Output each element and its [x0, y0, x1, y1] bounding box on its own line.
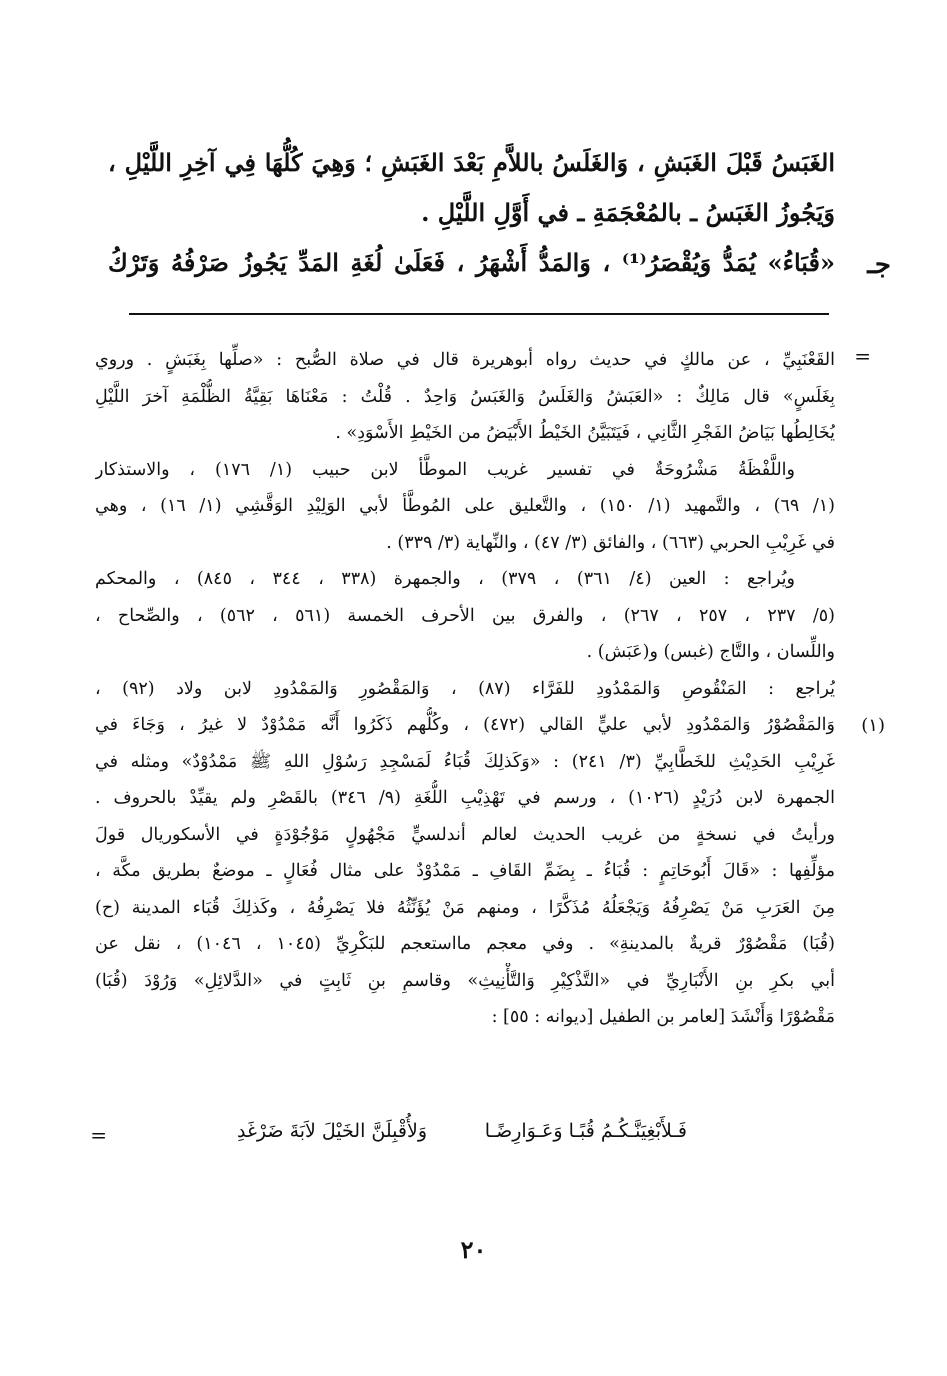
footnote-line: ورأيتُ في نسخةٍ من غريب الحديث لعالم أندلسيٍّ مَجْهُولٍ مَوْجُوْدَةٍ في الأسكوريال قولَ — [95, 824, 835, 845]
footnotes — [95, 342, 835, 1036]
footnote-line: غَرِيْبِ الحَدِيْثِ للخَطَّابِيِّ (٣/ ٢٤١) : «وَكَذلِكَ قُبَاءُ لَمَسْجِدِ رَسُوْلِ اللهِ ﷺ مَمْدُوْدٌ» ومثله في — [95, 751, 835, 772]
continuation-marker: = — [854, 344, 871, 368]
note-line: ويُراجع : العين (٤/ ٣٦١) ، ٣٧٩) ، والجمهرة (٣٣٨ ، ٣٤٤ ، ٨٤٥) ، والمحكم — [95, 569, 795, 589]
main-text — [108, 138, 835, 288]
footnote-number: (١) — [861, 715, 885, 736]
footnote-line: أبي بكرِ بنِ الأَنْبَارِيِّ في «التَّذْكِيْرِ وَالتَّأْنِيثِ» وقاسمِ بنِ ثَابِتٍ في «الدَّلائِلِ» وَرُوْدَ (قُبَا) — [95, 970, 835, 991]
footnote-line: مِنَ العَرَبِ مَنْ يَصْرِفُهُ وَيَجْعَلُهُ مُذَكَّرًا ، ومنهم مَنْ يُؤَنِّثُهُ فلا يَصْرِفُهُ ، وكَذلِكَ قُبَاء المدينة (ح) — [95, 897, 835, 918]
note-line: بِغَلَسٍ» قال مَالِكٌ : «العَبَشُ وَالغَلَسُ وَالغَبَسُ وَاحِدٌ . قُلْتُ : مَعْنَاهَا بَقِيَّةُ الظُّلْمَةِ آخرَ اللَّيْلِ — [95, 386, 835, 407]
footnote-line: الجمهرة لابن دُرَيْدٍ (١٠٢٦) ، ورسم في تَهْذِيْبِ اللُّغَةِ (٩/ ٣٤٦) بالقَصْرِ ولم يقيِّدْ بالحروف . — [95, 788, 835, 808]
continuation-marker-end: = — [90, 1123, 107, 1147]
note-line: في غَرِيْبِ الحربي (٦٦٣) ، والفائق (٣/ ٤٧) ، والنِّهاية (٣/ ٣٣٩) . — [386, 532, 835, 553]
main-line: وَيَجُوزُ الغَبَسُ ـ بالمُعْجَمَةِ ـ في أَوَّلِ اللَّيْلِ . — [421, 198, 835, 227]
page-number: ٢٠ — [460, 1235, 487, 1264]
main-line: «قُبَاءُ» يُمَدُّ وَيُقْصَرُ⁽¹⁾ ، وَالمَدُّ أَشْهَرُ ، فَعَلَىٰ لُغَةِ المَدِّ يَجُوزُ صَرْفُهُ وَتَرْكُ — [108, 248, 835, 277]
footnote-line: (قُبَا) مَقْصُوْرٌ قريةٌ بالمدينةِ» . وفي معجم مااستعجم للبَكْرِيِّ (١٠٤٥ ، ١٠٤٦) ، نقل عن — [95, 934, 835, 954]
note-line: القَعْنَبِيِّ ، عن مالكٍ في حديث رواه أبوهريرة قال في صلاة الصُّبح : «صلِّها بِغَبَشٍ . وروي — [95, 350, 835, 370]
note-line: يُخَالِطُها بَيَاضُ الفَجْرِ الثَّانِي ، فَيَتَبَيَّنُ الخَيْطُ الأَبْيَضُ من الخَيْطِ الأَسْوَدِ» . — [335, 423, 835, 443]
note-line: واللَّفْظَةُ مَشْرُوحَةٌ في تفسير غريب الموطَّأ لابن حبيب (١/ ١٧٦) ، والاستذكار — [95, 459, 795, 480]
footnote-line: يُراجع : المَنْقُوصِ وَالمَمْدُودِ للفَرَّاء (٨٧) ، وَالمَقْصُورِ وَالمَمْدُودِ لابن ولاد (٩٢) ، — [95, 678, 835, 699]
poetry-verse — [237, 1120, 687, 1142]
note-line: (١/ ٦٩) ، والتَّمهيد (١/ ١٥٠) ، والتَّعليق على المُوطَّأ لأبي الوَلِيْدِ الوَقَّشِي (١/ ١٦) ، وهي — [95, 496, 835, 516]
footnote-divider — [129, 313, 829, 315]
footnote-line: مَقْصُوْرًا وَأَنْشَدَ [لعامر بن الطفيل [ديوانه : ٥٥] : — [491, 1007, 835, 1027]
verse-hemistich-second: وَلأُقْبِلَنَّ الخَيْلَ لاَبَةَ ضَرْغَدِ — [237, 1120, 427, 1142]
manuscript-marker: جـ — [867, 250, 891, 280]
note-line: واللِّسان ، والتَّاج (غبس) و(عَبَش) . — [586, 642, 835, 662]
footnote-line: مؤلِّفِها : «قَالَ أَبُوحَاتِمٍ : قُبَاءُ ـ بِضَمِّ القَافِ ـ مَمْدُوْدٌ على مثال فُعَالٍ ـ موضعٌ بطريق مكَّة ، — [95, 861, 835, 881]
main-line: الغَبَسُ قَبْلَ الغَبَشِ ، وَالغَلَسُ باللاَّمِ بَعْدَ الغَبَشِ ؛ وَهِيَ كُلُّهَا فِي آخِرِ اللَّيْلِ ، — [108, 148, 835, 177]
footnote-line: وَالمَقْصُوْرُ وَالمَمْدُودِ لأبي عليٍّ القالي (٤٧٢) ، وكُلُّهم ذَكَرُوا أَنَّه مَمْدُوْدٌ لا غيرُ ، وَجَاءَ في — [95, 715, 835, 735]
verse-hemistich-first: فَـلأَبْغِيَنَّـكُـمُ قُبًـا وَعَـوَارِضًـا — [484, 1120, 687, 1142]
note-line: (٥/ ٢٣٧ ، ٢٥٧ ، ٢٦٧) ، والفرق بين الأحرف الخمسة (٥٦١ ، ٥٦٢) ، والصِّحاح ، — [95, 605, 835, 626]
